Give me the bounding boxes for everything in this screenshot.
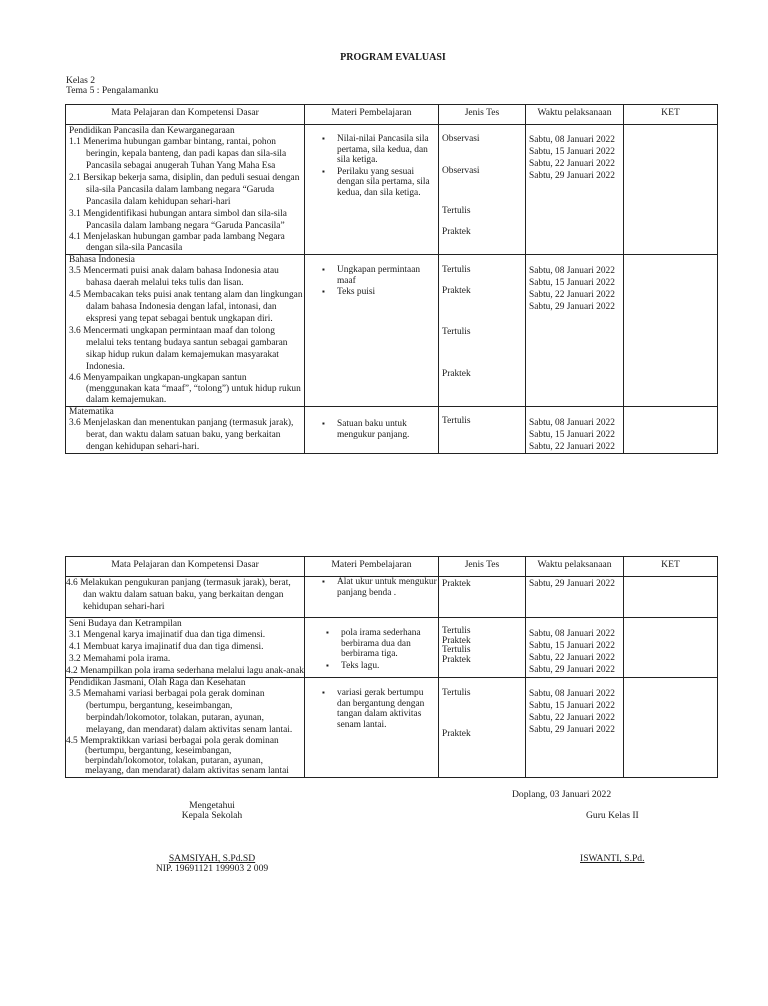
kd-item: 1.1 Menerima hubungan gambar bintang, rantai, pohon beringin, kepala banteng, dan padi kapas dan sila-sila Pancasila sebagai anugerah Tuhan Yang Maha Esa [69,137,287,171]
materi-item: ▪ Teks puisi [337,287,438,298]
subject-name: Seni Budaya dan Ketrampilan [69,619,182,629]
jenis-tes-item: Tertulis [442,265,471,275]
waktu-item: Sabtu, 29 Januari 2022 [529,725,615,735]
header-materi: Materi Pembelajaran [305,105,439,125]
kd-item: 3.6 Mencermati ungkapan permintaan maaf dan tolong melalui teks tentang budaya santun sebagai gambaran sikap hidup rukun dalam kemajemukan masyarakat Indonesia. [69,326,288,372]
kepala-sekolah-nip: NIP. 19691121 199903 2 009 [155,863,269,874]
materi-item: ▪ pola irama sederhana berbirama dua dan berbirama tiga. [341,628,438,660]
waktu-cell [526,577,624,618]
materi-cell [305,255,439,407]
kd-item: 4.2 Menampilkan pola irama sederhana melalui lagu anak-anak [66,666,304,676]
kd-item: 3.1 Mengenal karya imajinatif dua dan tiga dimensi. [69,630,266,640]
kepala-sekolah-name: SAMSIYAH, S.Pd.SD [168,853,256,864]
kd-item: 4.1 Membuat karya imajinatif dua dan tiga dimensi. [69,642,264,652]
kd-item: 3.6 Menjelaskan dan menentukan panjang (termasuk jarak), berat, dan waktu dalam satuan baku, yang berkaitan dengan kehidupan sehari-hari. [69,418,294,452]
table-header-row [66,105,718,125]
materi-item: ▪ Satuan baku untuk mengukur panjang. [337,419,438,440]
jenis-tes-cell [439,678,526,778]
table-header-row [66,557,718,577]
ket-cell [624,125,718,255]
waktu-item: Sabtu, 22 Januari 2022 [529,713,615,723]
waktu-cell [526,618,624,678]
waktu-cell [526,125,624,255]
materi-cell [305,618,439,678]
guru-kelas-name: ISWANTI, S.Pd. [580,853,645,864]
mengetahui-label: Mengetahui [189,800,235,811]
ket-cell [624,407,718,454]
jenis-tes-item: Observasi [442,134,480,144]
kd-cell [66,577,305,618]
waktu-item: Sabtu, 08 Januari 2022 [529,266,615,276]
evaluation-table-2 [65,556,718,778]
header-ket: KET [624,105,718,125]
jenis-tes-item: Praktek [442,729,471,739]
waktu-item: Sabtu, 22 Januari 2022 [529,290,615,300]
waktu-item: Sabtu, 08 Januari 2022 [529,418,615,428]
waktu-item: Sabtu, 15 Januari 2022 [529,147,615,157]
jenis-tes-cell [439,618,526,678]
jenis-tes-item: Praktek [442,286,471,296]
materi-item: ▪ Alat ukur untuk mengukur panjang benda . [337,577,438,598]
table-row [66,255,718,407]
materi-item: ▪ variasi gerak bertumpu dan bergantung dengan tangan dalam aktivitas senam lantai. [337,688,438,730]
waktu-item: Sabtu, 15 Januari 2022 [529,641,615,651]
materi-cell [305,407,439,454]
jenis-tes-item: Tertulis [442,416,471,426]
header-materi: Materi Pembelajaran [305,557,439,577]
jenis-tes-item: Tertulis [442,626,471,636]
jenis-tes-cell [439,255,526,407]
ket-cell [624,618,718,678]
kd-item: 4.1 Menjelaskan hubungan gambar pada lambang Negara dengan sila-sila Pancasila [69,232,285,253]
jenis-tes-cell [439,577,526,618]
header-jenis-tes: Jenis Tes [439,557,526,577]
header-waktu: Waktu pelaksanaan [526,557,624,577]
table-row [66,407,718,454]
materi-item: ▪ Teks lagu. [341,661,438,672]
table-row [66,678,718,778]
waktu-cell [526,255,624,407]
kd-item: 3.5 Memahami variasi berbagai pola gerak dominan (bertumpu, bergantung, keseimbangan, berpindah/lokomotor, tolakan, putaran, ayunan, melayang, dan mendarat) dalam aktivitas senam lantai. [69,689,293,735]
subject-name: Matematika [69,407,114,417]
kd-item: 4.5 Membacakan teks puisi anak tentang alam dan lingkungan dalam bahasa Indonesia dengan lafal, intonasi, dan ekspresi yang tepat sebagai bentuk ungkapan diri. [69,290,303,324]
jenis-tes-item: Tertulis [442,688,471,698]
waktu-item: Sabtu, 22 Januari 2022 [529,653,615,663]
kd-cell [66,678,305,778]
kd-item: 4.6 Menyampaikan ungkapan-ungkapan santun (menggunakan kata “maaf”, “tolong”) untuk hidup rukun dalam kemajemukan. [69,373,301,405]
kd-item: 4.5 Mempraktikkan variasi berbagai pola gerak dominan (bertumpu, bergantung, keseimbangan, berpindah/lokomotor, tolakan, putaran, ayunan, melayang, dan mendarat) dalam aktivitas senam lantai [66,736,289,776]
header-mapel: Mata Pelajaran dan Kompetensi Dasar [66,557,305,577]
waktu-cell [526,407,624,454]
jenis-tes-item: Praktek [442,579,471,589]
evaluation-table-1 [65,104,718,454]
waktu-item: Sabtu, 08 Januari 2022 [529,689,615,699]
jenis-tes-item: Praktek [442,369,471,379]
table-row [66,618,718,678]
ket-cell [624,678,718,778]
kd-item: 3.5 Mencermati puisi anak dalam bahasa Indonesia atau bahasa daerah melalui teks tulis dan lisan. [69,266,279,288]
kd-item: 3.1 Mengidentifikasi hubungan antara simbol dan sila-sila Pancasila dalam lambang negara “Garuda Pancasila” [69,209,287,231]
kd-cell [66,618,305,678]
header-mapel: Mata Pelajaran dan Kompetensi Dasar [66,105,305,125]
subject-name: Bahasa Indonesia [69,255,135,265]
place-date: Doplang, 03 Januari 2022 [512,789,612,800]
document-title: PROGRAM EVALUASI [340,52,446,63]
waktu-item: Sabtu, 29 Januari 2022 [529,665,615,675]
subject-name: Pendidikan Jasmani, Olah Raga dan Kesehatan [69,678,246,688]
table-row [66,125,718,255]
kepala-sekolah-label: Kepala Sekolah [181,810,243,821]
jenis-tes-item: Praktek [442,635,471,646]
kd-cell [66,407,305,454]
ket-cell [624,577,718,618]
waktu-item: Sabtu, 22 Januari 2022 [529,442,615,452]
kd-cell [66,125,305,255]
materi-cell [305,678,439,778]
materi-item: ▪ Ungkapan permintaan maaf [337,265,438,286]
header-waktu: Waktu pelaksanaan [526,105,624,125]
subject-name: Pendidikan Pancasila dan Kewarganegaraan [69,126,235,136]
waktu-item: Sabtu, 15 Januari 2022 [529,430,615,440]
tema-label: Tema 5 : Pengalamanku [66,85,159,96]
kd-item: 2.1 Bersikap bekerja sama, disiplin, dan peduli sesuai dengan sila-sila Pancasila dalam lambang negara “Garuda Pancasila dalam kehidupan sehari-hari [69,173,300,207]
ket-cell [624,255,718,407]
waktu-item: Sabtu, 29 Januari 2022 [529,171,615,181]
kd-item: 4.6 Melakukan pengukuran panjang (termasuk jarak), berat, dan waktu dalam satuan baku, yang berkaitan dengan kehidupan sehari-hari [66,578,291,612]
jenis-tes-item: Praktek [442,227,471,237]
header-ket: KET [624,557,718,577]
jenis-tes-item: Praktek [442,654,471,665]
materi-item: ▪ Nilai-nilai Pancasila sila pertama, sila kedua, dan sila ketiga. [337,134,438,166]
jenis-tes-cell [439,125,526,255]
kd-cell [66,255,305,407]
guru-kelas-label: Guru Kelas II [586,810,639,821]
header-jenis-tes: Jenis Tes [439,105,526,125]
waktu-item: Sabtu, 08 Januari 2022 [529,135,615,145]
kd-item: 3.2 Memahami pola irama. [69,654,171,664]
waktu-item: Sabtu, 08 Januari 2022 [529,629,615,639]
table-row [66,577,718,618]
jenis-tes-item: Tertulis [442,645,471,655]
waktu-item: Sabtu, 22 Januari 2022 [529,159,615,169]
waktu-item: Sabtu, 29 Januari 2022 [529,579,615,589]
waktu-item: Sabtu, 15 Januari 2022 [529,278,615,288]
jenis-tes-item: Tertulis [442,206,471,216]
waktu-cell [526,678,624,778]
materi-cell [305,125,439,255]
jenis-tes-item: Observasi [442,166,480,176]
materi-cell [305,577,439,618]
jenis-tes-cell [439,407,526,454]
kelas-label: Kelas 2 [66,75,96,86]
waktu-item: Sabtu, 29 Januari 2022 [529,302,615,312]
materi-item: ▪ Perilaku yang sesuai dengan sila pertama, sila kedua, dan sila ketiga. [337,167,438,199]
waktu-item: Sabtu, 15 Januari 2022 [529,701,615,711]
jenis-tes-item: Tertulis [442,327,471,337]
